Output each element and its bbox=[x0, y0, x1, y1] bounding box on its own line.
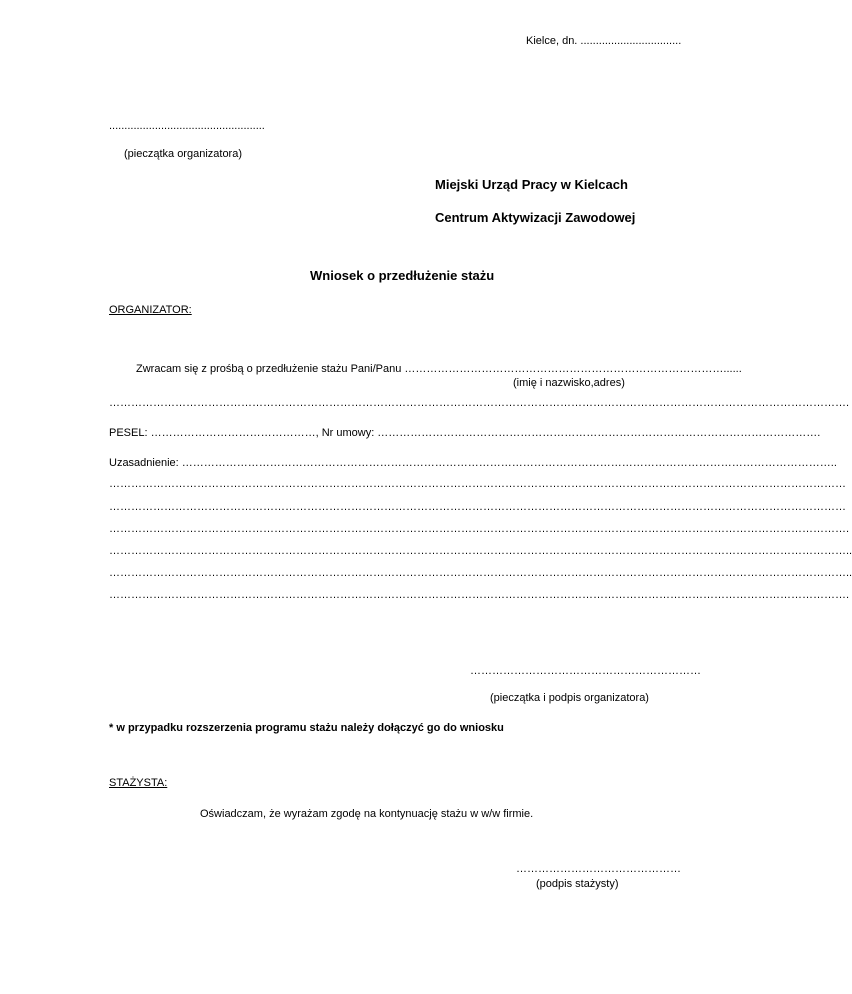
document-title: Wniosek o przedłużenie stażu bbox=[310, 268, 495, 283]
justification-line: …………………………………………………………………………………………………………………………………………………………………………………. bbox=[109, 523, 850, 535]
stamp-dotted-line: ................................................... bbox=[109, 120, 265, 132]
pesel-contract-line: PESEL: ………………………………………, Nr umowy: …………………………………………………………………………………………………………. bbox=[109, 427, 821, 439]
request-text: Zwracam się z prośbą o przedłużenie stażu Pani/Panu ……………………………………………………………………………...... bbox=[136, 363, 742, 375]
place-date-line: Kielce, dn. ................................. bbox=[526, 35, 682, 47]
consent-text: Oświadczam, że wyrażam zgodę na kontynuację stażu w w/w firmie. bbox=[200, 808, 534, 820]
justification-line: ………………………………………………………………………………………………………………………………………………………………………………… bbox=[109, 501, 846, 513]
justification-line: ………………………………………………………………………………………………………………………………………………………………………………….. bbox=[109, 567, 852, 579]
organizer-heading: ORGANIZATOR: bbox=[109, 304, 192, 316]
trainee-heading: STAŻYSTA: bbox=[109, 777, 168, 789]
name-address-caption: (imię i nazwisko,adres) bbox=[513, 377, 625, 389]
recipient-office: Miejski Urząd Pracy w Kielcach bbox=[435, 177, 628, 192]
address-dotted-line: …………………………………………………………………………………………………………………………………………………………………………………. bbox=[109, 397, 850, 409]
justification-line: ………………………………………………………………………………………………………………………………………………………………………………….. bbox=[109, 545, 852, 557]
justification-line: ………………………………………………………………………………………………………………………………………………………………………………… bbox=[109, 478, 846, 490]
justification-line: …………………………………………………………………………………………………………………………………………………………………………………. bbox=[109, 589, 850, 601]
footnote: * w przypadku rozszerzenia programu stażu należy dołączyć go do wniosku bbox=[109, 722, 504, 734]
stamp-caption: (pieczątka organizatora) bbox=[124, 148, 243, 160]
trainee-signature-caption: (podpis stażysty) bbox=[536, 878, 619, 890]
justification-label: Uzasadnienie: …………………………………………………………………………………………………………………………………………………………….. bbox=[109, 457, 837, 469]
recipient-department: Centrum Aktywizacji Zawodowej bbox=[435, 210, 636, 225]
organizer-signature-caption: (pieczątka i podpis organizatora) bbox=[490, 692, 649, 704]
organizer-signature-line: ……………………………………………………… bbox=[470, 665, 701, 677]
trainee-signature-line: ……………………………………… bbox=[516, 863, 681, 875]
